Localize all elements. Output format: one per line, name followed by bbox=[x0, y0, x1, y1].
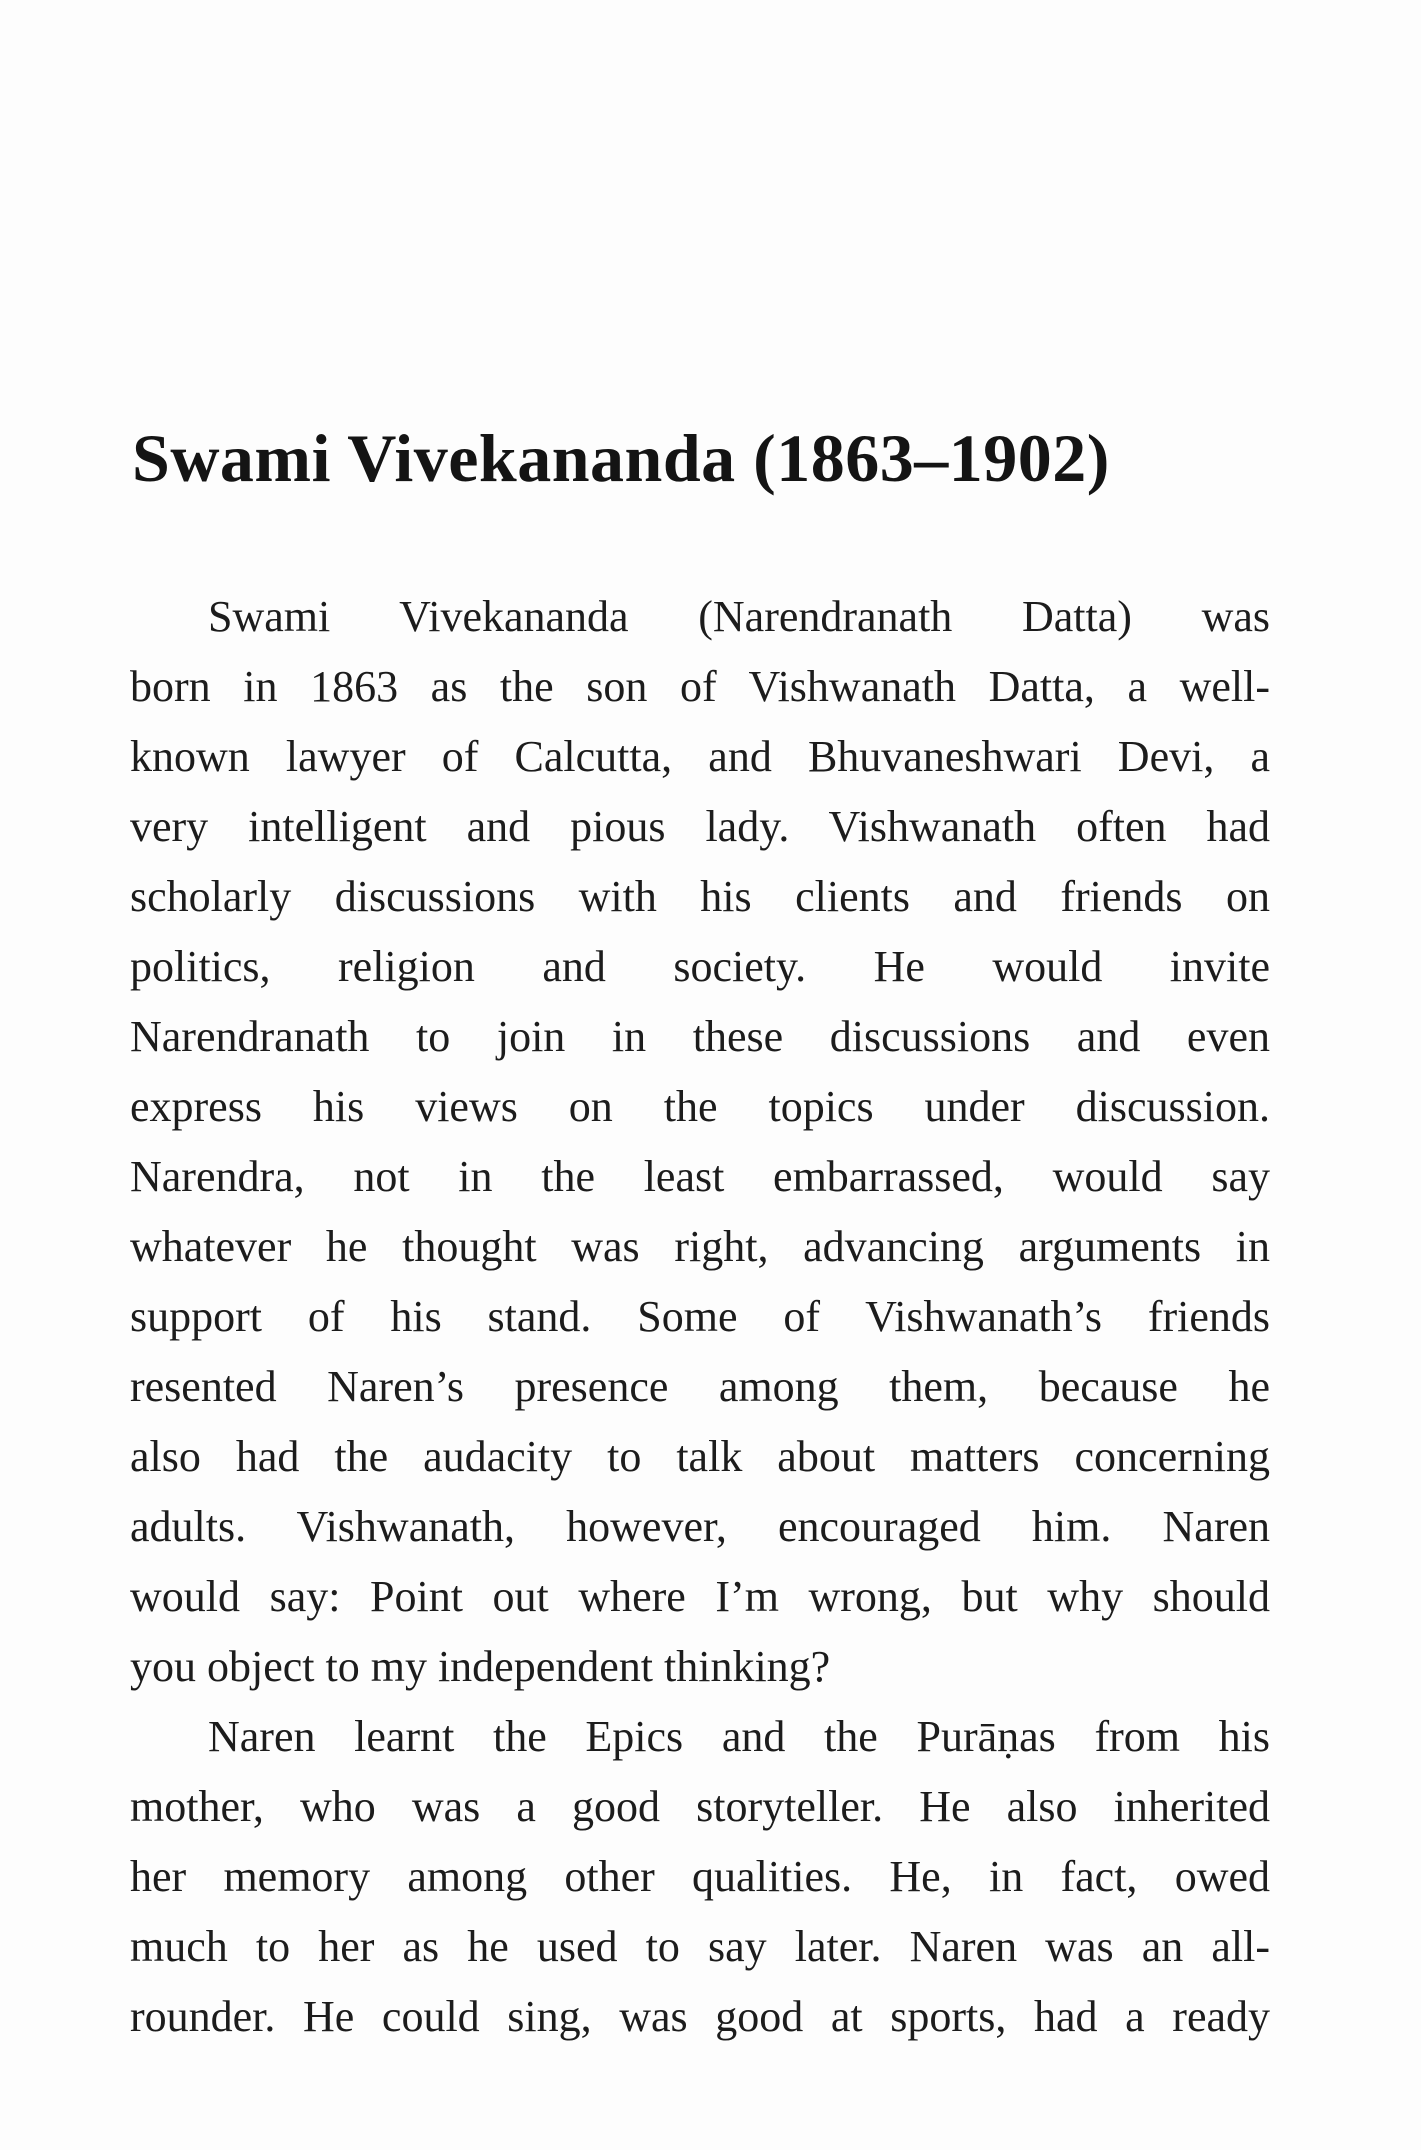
text-line: Swami Vivekananda (Narendranath Datta) was bbox=[208, 592, 1270, 641]
text-line: politics, religion and society. He would invite bbox=[130, 942, 1270, 991]
text-line: known lawyer of Calcutta, and Bhuvaneshwari Devi, a bbox=[130, 732, 1270, 781]
text-line: also had the audacity to talk about matters concerning bbox=[130, 1432, 1270, 1481]
text-line: resented Naren’s presence among them, because he bbox=[130, 1362, 1270, 1411]
text-line: mother, who was a good storyteller. He also inherited bbox=[130, 1782, 1270, 1831]
body-text bbox=[130, 582, 1270, 2052]
text-line: would say: Point out where I’m wrong, but why should bbox=[130, 1572, 1270, 1621]
text-line: express his views on the topics under discussion. bbox=[130, 1082, 1270, 1131]
chapter-title: Swami Vivekananda (1863–1902) bbox=[132, 420, 1110, 496]
text-line: scholarly discussions with his clients and friends on bbox=[130, 872, 1270, 921]
text-line: support of his stand. Some of Vishwanath’s friends bbox=[130, 1292, 1270, 1341]
text-line: adults. Vishwanath, however, encouraged him. Naren bbox=[130, 1502, 1270, 1551]
text-line: you object to my independent thinking? bbox=[130, 1642, 831, 1691]
text-line: whatever he thought was right, advancing arguments in bbox=[130, 1222, 1270, 1271]
text-line: much to her as he used to say later. Naren was an all- bbox=[130, 1922, 1270, 1971]
text-line: born in 1863 as the son of Vishwanath Datta, a well- bbox=[130, 662, 1270, 711]
text-line: rounder. He could sing, was good at sports, had a ready bbox=[130, 1992, 1270, 2041]
text-line: her memory among other qualities. He, in fact, owed bbox=[130, 1852, 1270, 1901]
text-line: Narendranath to join in these discussions and even bbox=[130, 1012, 1270, 1061]
text-line: Narendra, not in the least embarrassed, would say bbox=[130, 1152, 1270, 1201]
text-line: Naren learnt the Epics and the Purāṇas from his bbox=[208, 1712, 1270, 1761]
text-line: very intelligent and pious lady. Vishwanath often had bbox=[130, 802, 1270, 851]
